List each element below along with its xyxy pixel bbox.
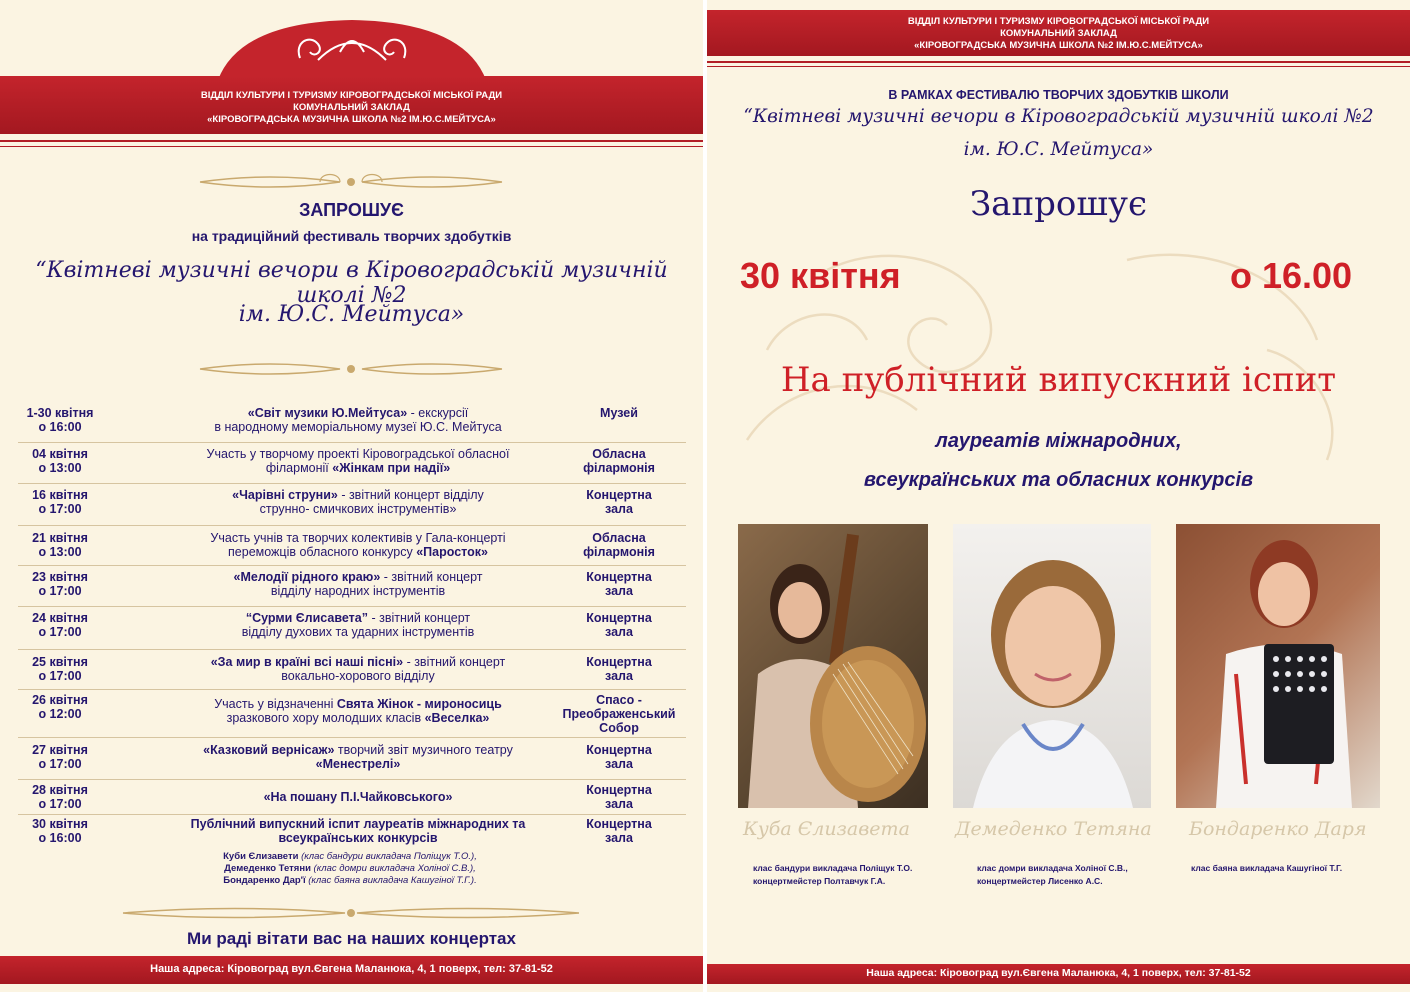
event-title: «Чарівні струни» bbox=[232, 488, 338, 502]
performer-caption-2 bbox=[977, 862, 1128, 888]
program-poster bbox=[0, 0, 703, 992]
divider bbox=[0, 146, 703, 147]
schedule-time: о 17:00 bbox=[38, 757, 82, 771]
footer-band bbox=[0, 956, 703, 984]
event-text: в народному меморіальному музеї Ю.С. Мейтуса bbox=[214, 420, 502, 434]
event-text: - звітний концерт bbox=[403, 655, 506, 669]
schedule-time: о 17:00 bbox=[38, 584, 82, 598]
performer-caption-3 bbox=[1191, 862, 1342, 875]
flourish-ornament bbox=[115, 902, 587, 924]
event-text: відділу духових та ударних інструментів bbox=[241, 625, 475, 639]
closing-message: Ми раді вітати вас на наших концертах bbox=[187, 929, 516, 948]
signature-2: Демеденко Тетяна bbox=[955, 818, 1152, 840]
event-text: Участь учнів та творчих колективів у Гала-концерті bbox=[210, 531, 506, 545]
performer-name: Бондаренко Дар'ї bbox=[223, 875, 306, 886]
header-band bbox=[707, 10, 1410, 56]
event-title: «За мир в країні всі наші пісні» bbox=[210, 655, 404, 669]
portrait-image bbox=[953, 524, 1151, 808]
schedule-time: о 16:00 bbox=[38, 831, 82, 845]
header-line-1: ВІДДІЛ КУЛЬТУРИ І ТУРИЗМУ КІРОВОГРАДСЬКОЇ МІСЬКОЇ РАДИ bbox=[907, 16, 1210, 27]
row-divider bbox=[18, 525, 686, 526]
invite-heading: Запрошує bbox=[969, 184, 1147, 224]
performer-note: (клас баяна викладача Кашугіної Т.Г.). bbox=[305, 875, 477, 886]
event-date: 30 квітня bbox=[740, 255, 901, 296]
footer-band bbox=[707, 964, 1410, 984]
schedule-venue: філармонія bbox=[583, 461, 655, 475]
row-divider bbox=[18, 689, 686, 690]
schedule-venue: філармонія bbox=[583, 545, 655, 559]
schedule-date: 04 квітня bbox=[32, 447, 88, 461]
schedule-venue: Концертна bbox=[586, 783, 652, 797]
event-title: «Менестрелі» bbox=[315, 757, 401, 771]
row-divider bbox=[18, 779, 686, 780]
header-line-3: «КІРОВОГРАДСЬКА МУЗИЧНА ШКОЛА №2 ІМ.Ю.С.МЕЙТУСА» bbox=[207, 114, 496, 125]
schedule-date: 25 квітня bbox=[32, 655, 88, 669]
row-divider bbox=[18, 737, 686, 738]
event-text: - звітний концерт відділу bbox=[337, 488, 484, 502]
schedule-venue: Спасо - bbox=[596, 693, 642, 707]
schedule-date: 26 квітня bbox=[32, 693, 88, 707]
schedule-date: 23 квітня bbox=[32, 570, 88, 584]
schedule-date: 1-30 квітня bbox=[26, 406, 94, 420]
schedule-date: 27 квітня bbox=[32, 743, 88, 757]
header-band bbox=[0, 76, 703, 134]
schedule-date: 28 квітня bbox=[32, 783, 88, 797]
festival-title-line2: ім. Ю.С. Мейтуса» bbox=[963, 139, 1154, 160]
event-title: «Світ музики Ю.Мейтуса» bbox=[247, 406, 408, 420]
event-text: - звітний концерт bbox=[380, 570, 483, 584]
invite-subtitle: на традиційний фестиваль творчих здобутків bbox=[191, 228, 512, 244]
schedule-date: 24 квітня bbox=[32, 611, 88, 625]
schedule-time: о 16:00 bbox=[38, 420, 82, 434]
schedule-venue: зала bbox=[605, 797, 633, 811]
event-text: - звітний концерт bbox=[367, 611, 471, 625]
schedule-venue: зала bbox=[605, 757, 633, 771]
performer-name: Демеденко Тетяни bbox=[224, 863, 311, 874]
event-text: зразкового хору молодших класів bbox=[226, 711, 425, 725]
exam-title: На публічний випускний іспит bbox=[780, 360, 1337, 400]
schedule-venue: Музей bbox=[600, 406, 638, 420]
row-divider bbox=[18, 606, 686, 607]
schedule-venue: Концертна bbox=[586, 817, 652, 831]
flourish-ornament bbox=[190, 168, 512, 196]
performer-photo-3 bbox=[1176, 524, 1380, 808]
event-text: переможців обласного конкурсу bbox=[228, 545, 417, 559]
divider bbox=[0, 140, 703, 142]
schedule-time: о 17:00 bbox=[38, 502, 82, 516]
schedule-venue: зала bbox=[605, 584, 633, 598]
bandura-player-image bbox=[738, 524, 928, 808]
row-divider bbox=[18, 565, 686, 566]
header-line-2: КОМУНАЛЬНИЙ ЗАКЛАД bbox=[1000, 28, 1117, 39]
event-text: вокально-хорового відділу bbox=[281, 669, 435, 683]
event-title: «Казковий вернісаж» bbox=[203, 743, 335, 757]
schedule-time: о 17:00 bbox=[38, 625, 82, 639]
schedule-date: 30 квітня bbox=[32, 817, 88, 831]
performer-note: (клас бандури викладача Поліщук Т.О.), bbox=[298, 851, 477, 862]
header-line-3: «КІРОВОГРАДСЬКА МУЗИЧНА ШКОЛА №2 ІМ.Ю.С.МЕЙТУСА» bbox=[914, 40, 1203, 51]
schedule-time: о 12:00 bbox=[38, 707, 82, 721]
event-text: струнно- смичкових інструментів» bbox=[259, 502, 457, 516]
divider bbox=[707, 66, 1410, 67]
header-line-1: ВІДДІЛ КУЛЬТУРИ І ТУРИЗМУ КІРОВОГРАДСЬКОЇ МІСЬКОЇ РАДИ bbox=[200, 90, 503, 101]
event-title: Свята Жінок - мироносиць bbox=[336, 697, 502, 711]
accordion-player-image bbox=[1176, 524, 1380, 808]
event-title: «Жінкам при надії» bbox=[332, 461, 451, 475]
schedule-venue: Концертна bbox=[586, 655, 652, 669]
caption-line: концертмейстер Лисенко А.С. bbox=[977, 876, 1103, 886]
performer-photo-1 bbox=[738, 524, 928, 808]
schedule-date: 16 квітня bbox=[32, 488, 88, 502]
address: Наша адреса: Кіровоград вул.Євгена Маланюка, 4, 1 поверх, тел: 37-81-52 bbox=[866, 967, 1251, 979]
schedule-venue: зала bbox=[605, 502, 633, 516]
schedule-venue: Обласна bbox=[592, 531, 646, 545]
flourish-ornament bbox=[190, 356, 512, 382]
address: Наша адреса: Кіровоград вул.Євгена Маланюка, 4, 1 поверх, тел: 37-81-52 bbox=[150, 963, 553, 975]
event-title: «На пошану П.І.Чайковського» bbox=[263, 790, 453, 804]
schedule-time: о 13:00 bbox=[38, 545, 82, 559]
event-text: творчий звіт музичного театру bbox=[334, 743, 513, 757]
event-title: Публічний випускний іспит лауреатів міжнародних та bbox=[190, 817, 526, 831]
exam-poster bbox=[707, 0, 1410, 992]
schedule-venue: зала bbox=[605, 625, 633, 639]
event-time: о 16.00 bbox=[1230, 255, 1353, 296]
event-text: Участь у відзначенні bbox=[214, 697, 337, 711]
event-title: «Мелодії рідного краю» bbox=[233, 570, 381, 584]
schedule-venue: Концертна bbox=[586, 611, 652, 625]
row-divider bbox=[18, 814, 686, 815]
performer-caption-1 bbox=[753, 862, 912, 888]
caption-line: концертмейстер Полтавчук Г.А. bbox=[753, 876, 886, 886]
caption-line: клас баяна викладача Кашугіної Т.Г. bbox=[1191, 863, 1343, 873]
framework-line: В РАМКАХ ФЕСТИВАЛЮ ТВОРЧИХ ЗДОБУТКІВ ШКОЛИ bbox=[888, 88, 1229, 102]
performer-name: Куби Єлизавети bbox=[223, 851, 299, 862]
schedule-venue: зала bbox=[605, 831, 633, 845]
event-text: Участь у творчому проекті Кіровоградської обласної bbox=[206, 447, 510, 461]
laureates-line2: всеукраїнських та обласних конкурсів bbox=[863, 469, 1254, 491]
header-line-2: КОМУНАЛЬНИЙ ЗАКЛАД bbox=[293, 102, 410, 113]
schedule-venue: Обласна bbox=[592, 447, 646, 461]
event-title: всеукраїнських конкурсів bbox=[278, 831, 438, 845]
schedule-venue: Собор bbox=[599, 721, 639, 735]
schedule-date: 21 квітня bbox=[32, 531, 88, 545]
signature-3: Бондаренко Даря bbox=[1189, 818, 1367, 840]
schedule-venue: Концертна bbox=[586, 570, 652, 584]
laureates-line1: лауреатів міжнародних, bbox=[935, 430, 1182, 452]
signature-1: Куба Єлизавета bbox=[743, 818, 910, 840]
schedule-venue: Концертна bbox=[586, 743, 652, 757]
divider bbox=[707, 61, 1410, 63]
arch-ornament bbox=[0, 0, 703, 80]
event-title: «Веселка» bbox=[424, 711, 490, 725]
row-divider bbox=[18, 483, 686, 484]
event-title: «Паросток» bbox=[416, 545, 488, 559]
performer-list bbox=[150, 851, 550, 887]
event-text: філармонії bbox=[265, 461, 333, 475]
festival-title-line2: ім. Ю.С. Мейтуса» bbox=[238, 302, 465, 327]
festival-title-line1: “Квітневі музичні вечори в Кіровоградській музичній школі №2 bbox=[35, 258, 668, 308]
event-title: “Сурми Єлисавета” bbox=[245, 611, 368, 625]
schedule-venue: Концертна bbox=[586, 488, 652, 502]
festival-title-line1: “Квітневі музичні вечори в Кіровоградській музичній школі №2 bbox=[743, 106, 1374, 127]
invite-heading: ЗАПРОШУЄ bbox=[299, 200, 404, 220]
row-divider bbox=[18, 442, 686, 443]
schedule-venue: зала bbox=[605, 669, 633, 683]
caption-line: клас бандури викладача Поліщук Т.О. bbox=[753, 863, 913, 873]
event-text: відділу народних інструментів bbox=[270, 584, 446, 598]
performer-note: (клас домри викладача Холіної С.В.), bbox=[310, 863, 476, 874]
performer-photo-2 bbox=[953, 524, 1151, 808]
schedule-time: о 17:00 bbox=[38, 797, 82, 811]
schedule-venue: Преображенський bbox=[562, 707, 676, 721]
event-text: - екскурсії bbox=[407, 406, 469, 420]
schedule-time: о 13:00 bbox=[38, 461, 82, 475]
row-divider bbox=[18, 649, 686, 650]
caption-line: клас домри викладача Холіної С.В., bbox=[977, 863, 1128, 873]
schedule-time: о 17:00 bbox=[38, 669, 82, 683]
